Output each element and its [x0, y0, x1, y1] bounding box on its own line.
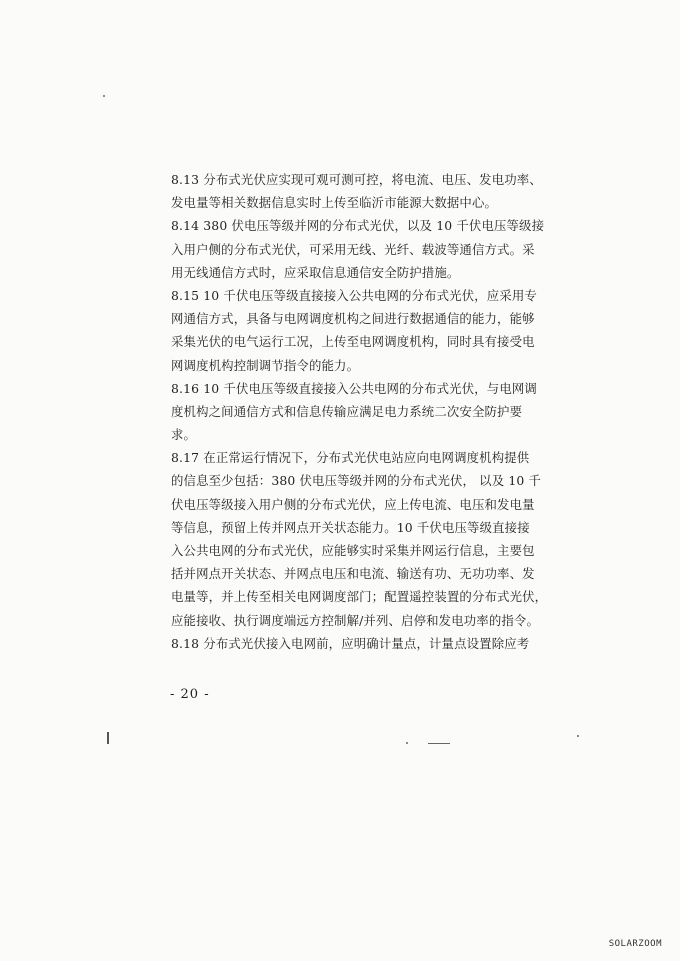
text-line: 8.17 在正常运行情况下，分布式光伏电站应向电网调度机构提供 — [171, 450, 530, 466]
text-line: 用无线通信方式时，应采取信息通信安全防护措施。 — [171, 264, 460, 280]
text-line: 8.15 10 千伏电压等级直接接入公共电网的分布式光伏，应采用专 — [171, 287, 537, 303]
text-line: 8.13 分布式光伏应实现可观可测可控，将电流、电压、发电功率、 — [171, 172, 542, 187]
page-number: - 20 - — [170, 687, 210, 702]
text-line: 发电量等相关数据信息实时上传至临沂市能源大数据中心。 — [171, 195, 498, 211]
text-line: 括并网点开关状态、并网点电压和电流、输送有功、无功功率、发 — [171, 566, 535, 582]
text-line: 8.18 分布式光伏接入电网前，应明确计量点，计量点设置除应考 — [171, 635, 530, 651]
text-line: 伏电压等级接入用户侧的分布式光伏，应上传电流、电压和发电量 — [171, 496, 535, 512]
scan-speck — [103, 95, 105, 97]
document-body — [171, 168, 548, 655]
text-line: 等信息，预留上传并网点开关状态能力。10 千伏电压等级直接接 — [171, 519, 530, 535]
text-line: 网通信方式，具备与电网调度机构之间进行数据通信的能力，能够 — [171, 311, 535, 327]
text-line: 采集光伏的电气运行工况，上传至电网调度机构，同时具有接受电 — [171, 334, 535, 350]
text-line: 应能接收、执行调度端远方控制解/并列、启停和发电功率的指令。 — [171, 612, 540, 628]
text-line: 8.14 380 伏电压等级并网的分布式光伏，以及 10 千伏电压等级接 — [171, 218, 545, 234]
text-line: 电量等，并上传至相关电网调度部门；配置遥控装置的分布式光伏， — [171, 589, 548, 605]
text-line: 网调度机构控制调节指令的能力。 — [171, 357, 360, 373]
text-line: 求。 — [171, 427, 197, 443]
scan-mark — [107, 732, 109, 744]
scan-speck — [577, 735, 579, 737]
text-line: 度机构之间通信方式和信息传输应满足电力系统二次安全防护要 — [171, 403, 523, 419]
text-line: 入用户侧的分布式光伏，可采用无线、光纤、载波等通信方式。采 — [171, 241, 535, 257]
scan-speck — [406, 742, 408, 744]
watermark: SOLARZOOM — [608, 939, 662, 949]
scan-mark — [428, 743, 450, 744]
text-line: 的信息至少包括：380 伏电压等级并网的分布式光伏， 以及 10 千 — [171, 473, 542, 489]
text-line: 8.16 10 千伏电压等级直接接入公共电网的分布式光伏，与电网调 — [171, 380, 537, 396]
text-line: 入公共电网的分布式光伏，应能够实时采集并网运行信息，主要包 — [171, 543, 535, 558]
